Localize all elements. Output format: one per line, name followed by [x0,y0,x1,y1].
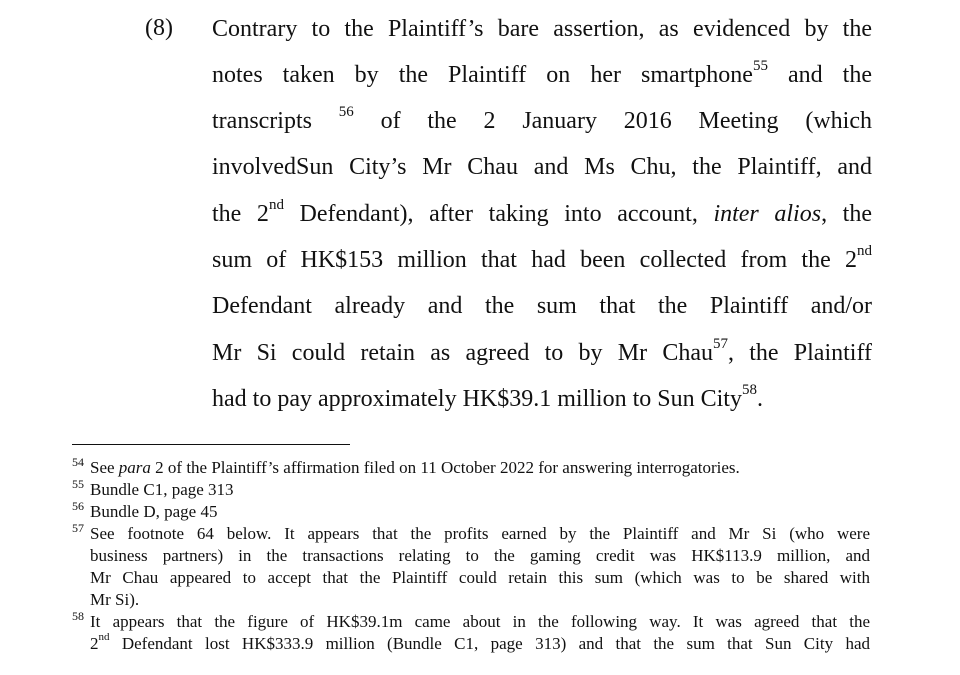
italic-phrase: para [118,458,151,477]
footnote-line [90,589,870,611]
paragraph-line [212,384,872,414]
text-run: business partners) in the transactions relating to the gaming credit was HK$113.9 million, and [90,546,870,565]
ordinal-suffix: nd [857,243,872,259]
footnote-separator [72,444,350,445]
paragraph-number: (8) [145,15,173,41]
text-run: Defendant already and the sum that the Plaintiff and/or [212,293,872,319]
footnote-line [90,479,870,501]
footnote-line [90,633,870,655]
footnote-ref-55[interactable]: 55 [752,58,768,74]
footnote-line [90,523,870,545]
text-run: of the 2 January 2016 Meeting (which [353,108,872,134]
text-run: Defendant), after taking into account, [283,201,714,227]
footnote-line [90,611,870,633]
italic-phrase: inter alios [713,201,822,227]
footnote-number: 58 [72,609,84,623]
text-run: 2 of the Plaintiff’s affirmation filed on 11 October 2022 for answering interrogatories. [150,458,740,477]
footnote-number: 56 [72,499,84,513]
paragraph-line [212,338,872,368]
text-run: Bundle D, page 45 [90,502,218,521]
text-run: had to pay approximately HK$39.1 million to Sun City [212,386,742,412]
footnote-ref-58[interactable]: 58 [741,382,757,398]
footnote-ref-56[interactable]: 56 [338,104,354,120]
paragraph-line [212,106,872,136]
text-run: transcripts [212,108,339,134]
text-run: See footnote 64 below. It appears that the profits earned by the Plaintiff and Mr Si (who were [90,524,870,543]
footnote-line [90,567,870,589]
text-run: It appears that the figure of HK$39.1m came about in the following way. It was agreed that the [90,612,870,631]
text-run: the 2 [212,201,269,227]
paragraph-line [212,291,872,321]
text-run: sum of HK$153 million that had been collected from the 2 [212,247,857,273]
ordinal-suffix: nd [268,197,284,213]
text-run: , the [821,201,872,227]
footnote-number: 54 [72,455,84,469]
text-run: Bundle C1, page 313 [90,480,234,499]
footnote-ref-57[interactable]: 57 [713,336,728,352]
text-run: and the [767,62,872,88]
text-run: . [756,386,763,412]
text-run: Mr Si could retain as agreed to by Mr Chau [212,340,713,366]
paragraph-line [212,152,872,182]
text-run: 2 [90,634,99,653]
text-run: Contrary to the Plaintiff’s bare assertion, as evidenced by the [212,16,872,42]
paragraph-line [212,14,872,44]
paragraph-line [212,199,872,229]
footnote-number: 57 [72,521,84,535]
text-run: Mr Si). [90,590,140,609]
text-run: , the Plaintiff [728,340,873,366]
paragraph-line [212,60,872,90]
ordinal-suffix: nd [98,631,110,644]
text-run: See [90,458,119,477]
footnote-number: 55 [72,477,84,491]
paragraph-line [212,245,872,275]
text-run: notes taken by the Plaintiff on her smartphone [212,62,753,88]
footnote-line [90,501,870,523]
footnote-line [90,457,870,479]
footnote-line [90,545,870,567]
text-run: involvedSun City’s Mr Chau and Ms Chu, the Plaintiff, and [212,154,872,180]
text-run: Defendant lost HK$333.9 million (Bundle C1, page 313) and that the sum that Sun City had [109,634,870,653]
text-run: Mr Chau appeared to accept that the Plaintiff could retain this sum (which was to be shared with [90,568,870,587]
